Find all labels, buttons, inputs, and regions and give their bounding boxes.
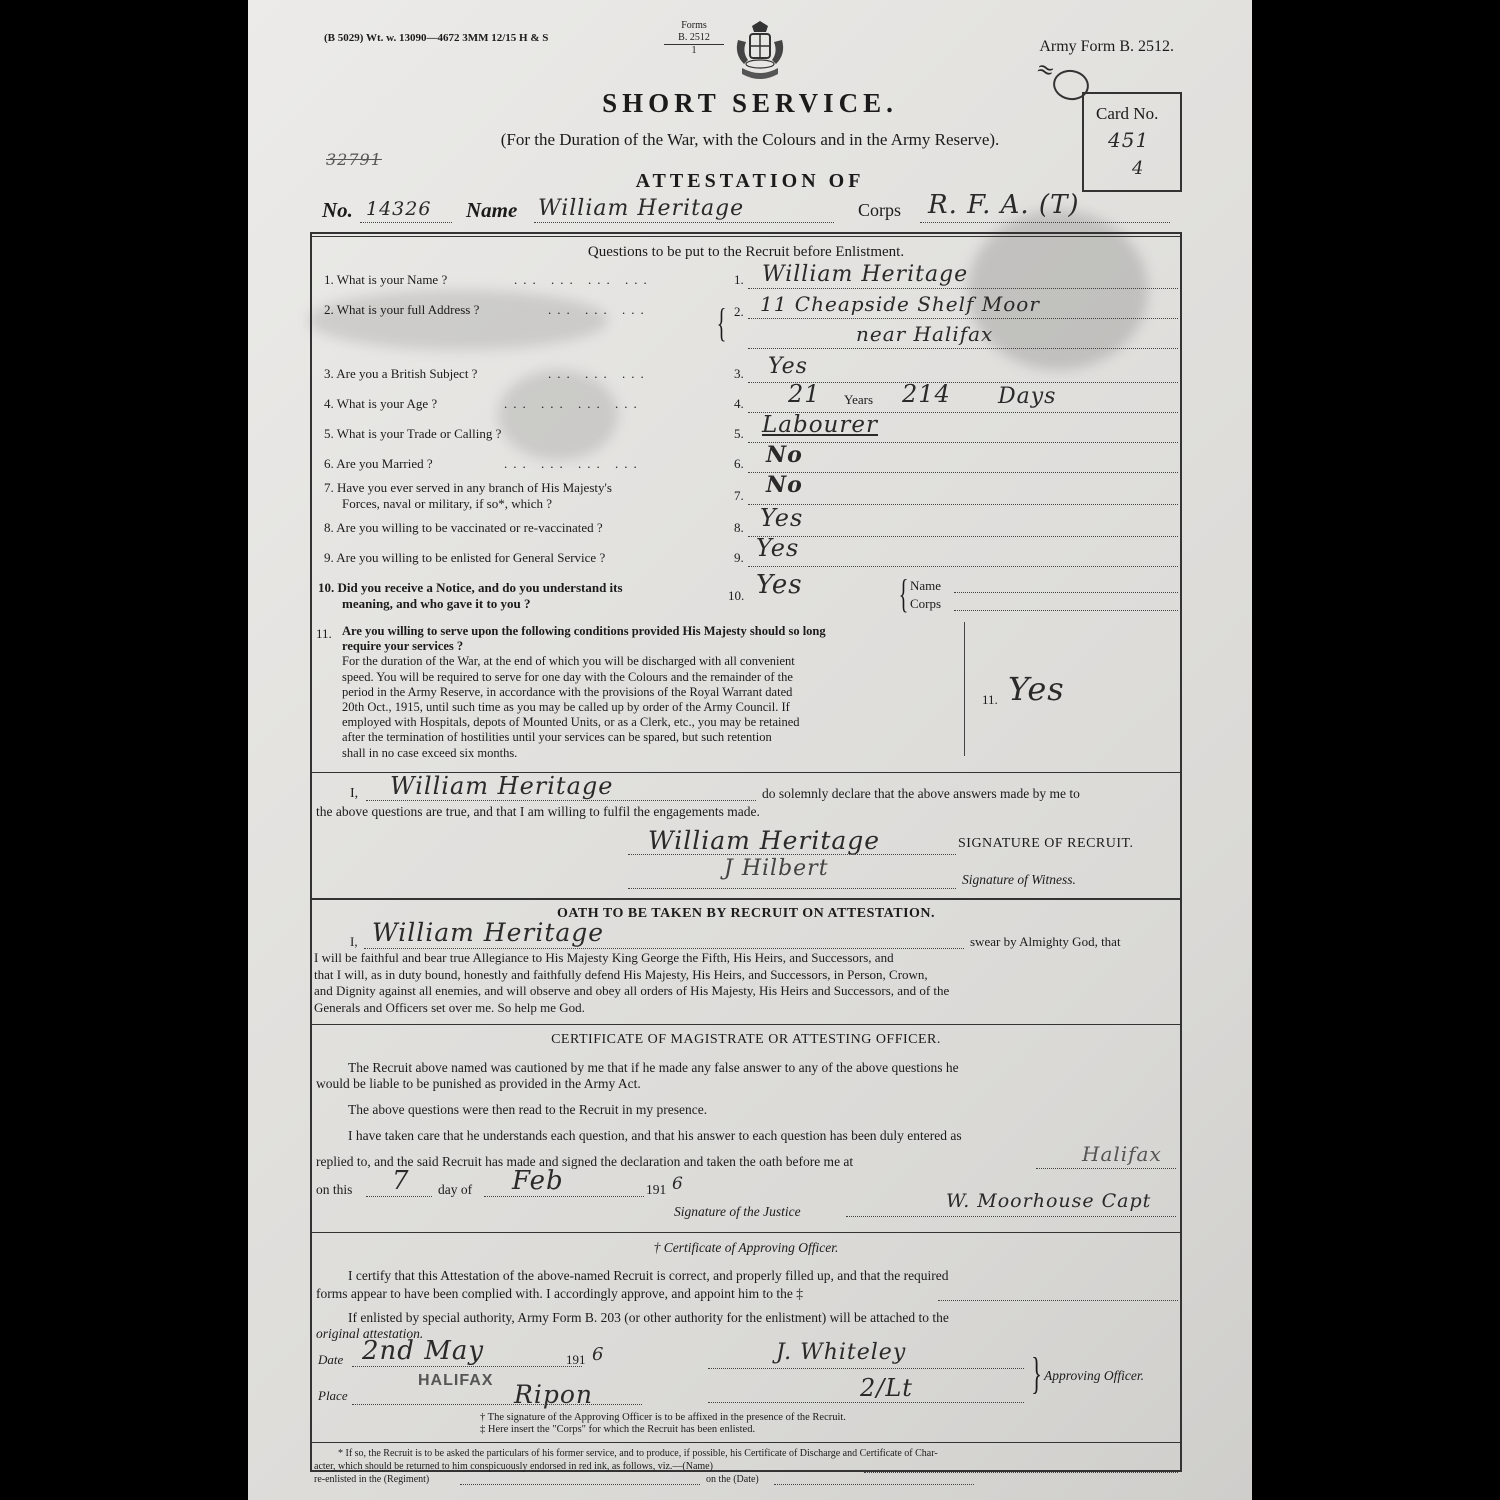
approving-footnote-2: ‡ Here insert the "Corps" for which the Recruit has been enlisted. (480, 1424, 756, 1435)
number-line (360, 222, 452, 223)
answer-8-number: 8. (734, 520, 744, 535)
approving-heading: † Certificate of Approving Officer. (653, 1240, 839, 1255)
question-2: 2. What is your full Address ? (324, 302, 480, 317)
question-7: 7. Have you ever served in any branch of His Majesty's (324, 480, 612, 495)
question-4: 4. What is your Age ? (324, 396, 438, 411)
footnote-line-3b: on the (Date) (706, 1474, 759, 1485)
brace: { (898, 571, 909, 616)
declaration-text-1: do solemnly declare that the above answers made by me to (762, 786, 1080, 801)
question-1: 1. What is your Name ? (324, 272, 448, 287)
question-5: 5. What is your Trade or Calling ? (324, 426, 502, 441)
card-number-value: 451 (1108, 128, 1150, 152)
answer-10: Yes (756, 570, 803, 600)
footnote-regiment-line (460, 1484, 700, 1485)
oath-line: that I will, as in duty bound, honestly and faithfully defend His Majesty, His Heirs, and Successors, in Person, Crown, (314, 966, 928, 982)
certificate-heading: CERTIFICATE OF MAGISTRATE OR ATTESTING OFFICER. (551, 1032, 941, 1047)
leader-dots: ... ... ... ... (504, 456, 643, 471)
answer-10-number: 10. (728, 588, 745, 603)
answer-11: Yes (1008, 670, 1065, 708)
answer-4-number: 4. (734, 396, 744, 411)
certificate-place: Halifax (1082, 1142, 1162, 1166)
footnote-line-2: acter, which should be returned to him conspicuously endorsed in red ink, as follows, viz.—(Name) (314, 1461, 713, 1472)
name-value: William Heritage (538, 196, 745, 221)
oath-name-line (364, 948, 964, 949)
answer-5: Labourer (762, 412, 878, 438)
q11-line: period in the Army Reserve, in accordance with the provisions of the Royal Warrant dated (342, 684, 793, 699)
attestation-title: ATTESTATION OF (635, 170, 865, 192)
forms-label: Forms (681, 20, 707, 31)
royal-crest-icon (730, 20, 790, 86)
answer-2b-line (748, 348, 1178, 349)
brace: { (716, 300, 727, 345)
notice-name-line (954, 592, 1178, 593)
approving-date-label: Date (318, 1352, 344, 1367)
corps-value: R. F. A. (T) (928, 190, 1080, 220)
answer-2-cont: near Halifax (856, 322, 994, 346)
notice-name-label: Name (910, 578, 942, 593)
footnote-line-3a: re-enlisted in the (Regiment) (314, 1474, 430, 1485)
declaration-text-2: the above questions are true, and that I am willing to fulfil the engagements made. (316, 804, 760, 819)
approving-officer-label: Approving Officer. (1044, 1368, 1144, 1383)
certificate-place-line (1036, 1168, 1176, 1169)
certificate-p1a: The Recruit above named was cautioned by me that if he made any false answer to any of the above questions he (348, 1060, 959, 1075)
brace: } (1031, 1349, 1042, 1398)
approving-date-line (352, 1366, 582, 1367)
answer-3: Yes (768, 354, 808, 379)
print-code: (B 5029) Wt. w. 13090—4672 3MM 12/15 H & S (324, 32, 549, 44)
q11-line: employed with Hospitals, depots of Mounted Units, or as a Clerk, etc., you may be retained (342, 715, 800, 730)
recruit-signature-line (628, 854, 956, 855)
recruit-signature: William Heritage (648, 826, 881, 855)
card-number-value2: 4 (1132, 158, 1145, 179)
leader-dots: ... ... ... (548, 366, 650, 381)
certificate-p2: The above questions were then read to the Recruit in my presence. (348, 1102, 708, 1117)
days-label: Days (998, 384, 1057, 409)
corps-label: Corps (858, 200, 902, 220)
approving-footnote-1: † The signature of the Approving Officer is to be affixed in the presence of the Recruit. (480, 1412, 846, 1423)
q11-line: For the duration of the War, at the end of which you will be discharged with all convenient (342, 654, 795, 669)
q11-line: shall in no case exceed six months. (342, 745, 518, 760)
approving-date-year-suffix: 6 (592, 1344, 605, 1365)
question-9: 9. Are you willing to be enlisted for General Service ? (324, 550, 606, 565)
answer-2: 11 Cheapside Shelf Moor (760, 292, 1040, 316)
struck-number: 32791 (326, 150, 382, 169)
justice-label: Signature of the Justice (674, 1204, 801, 1219)
answer-11-number: 11. (982, 692, 998, 707)
approving-place-value: Ripon (514, 1380, 593, 1409)
number-label: No. (322, 198, 353, 222)
certificate-month: Feb (512, 1166, 564, 1196)
answer-8-line (748, 536, 1178, 537)
leader-dots: ... ... ... (548, 302, 650, 317)
certificate-on-this: on this (316, 1182, 353, 1197)
name-label: Name (466, 198, 518, 222)
declaration-name-line (366, 800, 756, 801)
oath-line: I will be faithful and bear true Allegiance to His Majesty King George the Fifth, His Heirs, and Successors, and (314, 950, 894, 965)
leader-dots: ... ... ... ... (504, 396, 643, 411)
answer-9-number: 9. (734, 550, 744, 565)
years-label: Years (844, 392, 874, 407)
recruit-signature-label: SIGNATURE OF RECRUIT. (958, 836, 1134, 851)
oath-i: I, (350, 934, 358, 949)
certificate-year-prefix: 191 (646, 1182, 667, 1197)
answer-1-line (748, 288, 1178, 289)
answer-4-years: 21 (788, 380, 821, 408)
attestation-form (248, 0, 1252, 1500)
q11-line: Are you willing to serve upon the following conditions provided His Majesty should so long (342, 624, 826, 638)
question-10-cont: meaning, and who gave it to you ? (342, 596, 531, 611)
approving-officer-signature: J. Whiteley (776, 1340, 907, 1365)
approving-place-label: Place (318, 1388, 348, 1403)
answer-1: William Heritage (762, 262, 969, 287)
oath-heading: OATH TO BE TAKEN BY RECRUIT ON ATTESTATION. (556, 906, 936, 921)
section-divider (310, 898, 1182, 900)
oath-line: Generals and Officers set over me. So help me God. (314, 999, 585, 1015)
notice-corps-line (954, 610, 1178, 611)
question-7-cont: Forces, naval or military, if so*, which ? (342, 496, 552, 511)
certificate-p1b: would be liable to be punished as provided in the Army Act. (316, 1076, 641, 1091)
approving-date-year: 191 (566, 1352, 586, 1367)
footnote-date-line (774, 1484, 974, 1485)
approving-p2a: If enlisted by special authority, Army Form B. 203 (or other authority for the enlistment) will be attached to the (348, 1310, 949, 1325)
forms-sub: 1 (691, 45, 697, 56)
form-title: SHORT SERVICE. (602, 88, 898, 118)
answer-9-line (748, 566, 1178, 567)
witness-signature: J Hilbert (724, 856, 829, 881)
certificate-day: 7 (392, 1166, 410, 1196)
certificate-day-of: day of (438, 1182, 473, 1197)
question-11-number: 11. (316, 626, 332, 641)
approving-place-line (352, 1404, 642, 1405)
justice-signature-line (846, 1216, 1176, 1217)
witness-signature-label: Signature of Witness. (962, 872, 1076, 887)
approving-place-stamp: HALIFAX (418, 1372, 494, 1389)
corner-mark: ≈ (1032, 55, 1059, 86)
notice-corps-label: Corps (910, 596, 942, 611)
certificate-day-line (366, 1196, 432, 1197)
answer-1-number: 1. (734, 272, 744, 287)
questions-heading: Questions to be put to the Recruit before Enlistment. (587, 244, 905, 260)
approving-date-value: 2nd May (362, 1336, 485, 1366)
answer-7-number: 7. (734, 488, 744, 503)
answer-5-number: 5. (734, 426, 744, 441)
question-3: 3. Are you a British Subject ? (324, 366, 478, 381)
answer-6-number: 6. (734, 456, 744, 471)
officer-rank-line (708, 1402, 1024, 1403)
top-double-rule (312, 236, 1180, 237)
oath-body (314, 950, 1182, 1016)
number-value: 14326 (366, 198, 432, 220)
approving-p1b: forms appear to have been complied with. I accordingly approve, and appoint him to the ‡ (316, 1286, 803, 1301)
card-number-label: Card No. (1096, 104, 1159, 123)
question-10: 10. Did you receive a Notice, and do you understand its (318, 580, 623, 595)
answer-2-line (748, 318, 1178, 319)
approving-corps-line (938, 1300, 1178, 1301)
witness-signature-line (628, 888, 956, 889)
justice-signature: W. Moorhouse Capt (946, 1190, 1152, 1212)
answer-9: Yes (756, 534, 800, 562)
army-form-label: Army Form B. 2512. (1039, 38, 1174, 55)
answer-6-line (748, 472, 1178, 473)
certificate-month-line (484, 1196, 644, 1197)
answer-7: No (766, 472, 803, 498)
forms-number-block (664, 20, 724, 57)
certificate-p3a: I have taken care that he understands each question, and that his answer to each question has been duly entered as (348, 1128, 962, 1143)
officer-signature-line (708, 1368, 1024, 1369)
corps-line (920, 222, 1170, 223)
answer-5-line (748, 442, 1178, 443)
declaration-i: I, (350, 786, 359, 801)
certificate-p3b: replied to, and the said Recruit has made and signed the declaration and taken the oath before me at (316, 1154, 854, 1169)
oath-name: William Heritage (372, 918, 605, 947)
answer-6: No (766, 442, 803, 468)
answer-2-number: 2. (734, 304, 744, 319)
question-11-text (342, 624, 964, 761)
leader-dots: ... ... ... ... (514, 272, 653, 287)
section-divider (310, 1232, 1182, 1233)
approving-p2b: original attestation. (316, 1326, 424, 1341)
section-divider (310, 1442, 1182, 1443)
oath-swear: swear by Almighty God, that (970, 934, 1121, 949)
form-subtitle: (For the Duration of the War, with the Colours and in the Army Reserve). (500, 130, 1000, 149)
section-divider (310, 1024, 1182, 1025)
q11-line: require your services ? (342, 639, 464, 654)
q11-line: 20th Oct., 1915, until such time as you may be called up by order of the Army Council. If (342, 700, 790, 715)
answer-7-line (748, 504, 1178, 505)
certificate-year-suffix: 6 (672, 1174, 684, 1194)
answer-3-number: 3. (734, 366, 744, 381)
forms-number: B. 2512 (664, 32, 724, 45)
oath-line: and Dignity against all enemies, and will observe and obey all orders of His Majesty, His Heirs and Successors, and of the (314, 983, 950, 998)
q11-line: speed. You will be required to serve for one day with the Colours and the remainder of the (342, 669, 793, 684)
answer-8: Yes (760, 504, 804, 532)
footnote-line-1: * If so, the Recruit is to be asked the particulars of his former service, and to produce, if possible, his Certificate of Discharge and Certificate of Char- (338, 1448, 938, 1459)
name-line (534, 222, 834, 223)
approving-officer-rank: 2/Lt (860, 1374, 913, 1402)
footnote-name-line (864, 1472, 1178, 1473)
q11-line: after the termination of hostilities until your services can be spared, but such retention (342, 730, 772, 745)
question-8: 8. Are you willing to be vaccinated or re-vaccinated ? (324, 520, 603, 535)
answer-4-days: 214 (902, 380, 951, 408)
question-6: 6. Are you Married ? (324, 456, 433, 471)
approving-p1a: I certify that this Attestation of the above-named Recruit is correct, and properly filled up, and that the required (348, 1268, 949, 1283)
q11-bracket (964, 622, 966, 756)
declaration-name: William Heritage (390, 772, 614, 800)
